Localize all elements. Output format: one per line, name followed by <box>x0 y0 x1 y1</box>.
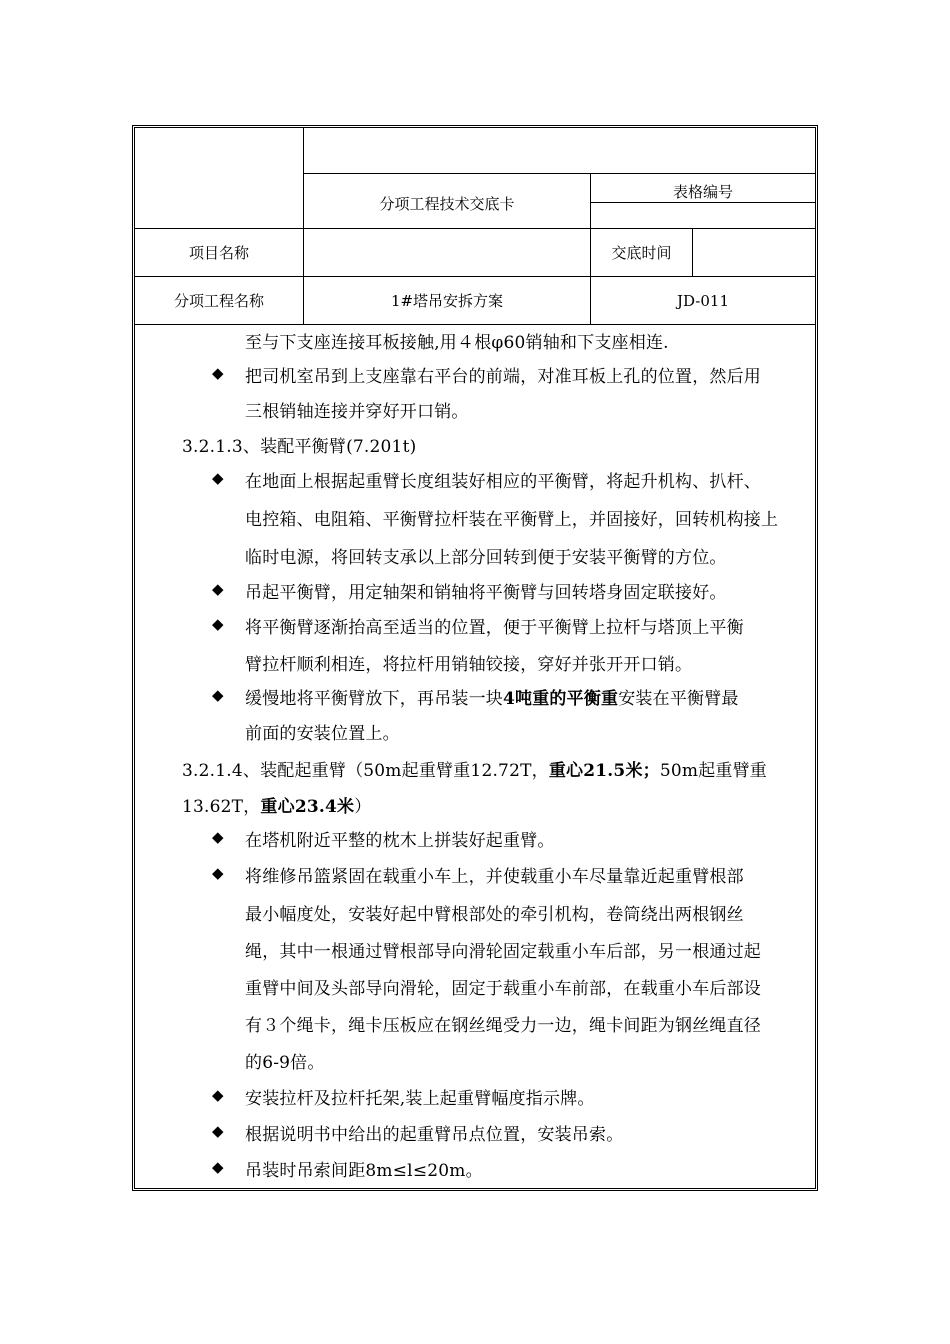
bullet-line: 在塔机附近平整的枕木上拼装好起重臂。 <box>245 831 555 851</box>
diamond-bullet-icon: ◆ <box>212 686 224 704</box>
section-heading <box>182 756 767 781</box>
diamond-bullet-icon: ◆ <box>212 469 224 487</box>
bullet-line: 绳，其中一根通过臂根部导向滑轮固定载重小车后部，另一根通过起 <box>245 942 761 962</box>
bold-text-run: 重心21.5米； <box>548 761 660 781</box>
bullet-line: 的6-9倍。 <box>245 1053 325 1073</box>
bullet-line: 将平衡臂逐渐抬高至适当的位置，便于平衡臂上拉杆与塔顶上平衡 <box>245 618 744 638</box>
bullet-line: 在地面上根据起重臂长度组装好相应的平衡臂，将起升机构、扒杆、 <box>245 472 761 492</box>
handover-time-label: 交底时间 <box>611 244 672 262</box>
grid-line <box>591 202 815 203</box>
paragraph-line: 至与下支座连接耳板接触,用４根φ60销轴和下支座相连. <box>245 333 669 353</box>
bullet-line: 把司机室吊到上支座靠右平台的前端，对准耳板上孔的位置，然后用 <box>245 367 761 387</box>
diamond-bullet-icon: ◆ <box>212 1122 224 1140</box>
section-heading <box>182 792 371 817</box>
subproject-name-value: 1#塔吊安拆方案 <box>390 292 504 310</box>
bullet-line: 临时电源，将回转支承以上部分回转到便于安装平衡臂的方位。 <box>245 548 727 568</box>
project-name-label: 项目名称 <box>188 244 249 262</box>
grid-line <box>135 228 815 229</box>
bold-text-run: 重心23.4米 <box>260 797 355 817</box>
diamond-bullet-icon: ◆ <box>212 864 224 882</box>
bullet-line: 电控箱、电阻箱、平衡臂拉杆装在平衡臂上，并固接好，回转机构接上 <box>245 510 779 530</box>
grid-line <box>135 276 815 277</box>
bullet-line: 安装拉杆及拉杆托架,装上起重臂幅度指示牌。 <box>245 1089 595 1109</box>
bullet-line: 最小幅度处，安装好起中臂根部处的牵引机构，卷筒绕出两根钢丝 <box>245 905 744 925</box>
diamond-bullet-icon: ◆ <box>212 615 224 633</box>
text-run: 3.2.1.4、装配起重臂（50m起重臂重12.72T， <box>182 761 549 781</box>
bullet-line <box>245 684 739 709</box>
bullet-line: 重臂中间及头部导向滑轮，固定于载重小车前部，在载重小车后部设 <box>245 979 761 999</box>
text-run: 13.62T， <box>182 797 261 817</box>
card-title: 分项工程技术交底卡 <box>379 195 515 213</box>
diamond-bullet-icon: ◆ <box>212 364 224 382</box>
diamond-bullet-icon: ◆ <box>212 1086 224 1104</box>
grid-line <box>304 173 815 174</box>
text-run: 缓慢地将平衡臂放下，再吊装一块 <box>245 689 503 709</box>
bullet-line: 三根销轴连接并穿好开口销。 <box>245 402 469 422</box>
grid-line <box>692 228 693 276</box>
text-run: ） <box>354 797 372 817</box>
diamond-bullet-icon: ◆ <box>212 1158 224 1176</box>
bullet-line: 吊起平衡臂，用定轴架和销轴将平衡臂与回转塔身固定联接好。 <box>245 583 727 603</box>
form-no-label: 表格编号 <box>672 183 733 201</box>
section-heading: 3.2.1.3、装配平衡臂(7.201t) <box>182 437 417 457</box>
text-run: 50m起重臂重 <box>659 761 768 781</box>
grid-line <box>135 324 815 325</box>
text-run: 安装在平衡臂最 <box>618 689 739 709</box>
subproject-name-label: 分项工程名称 <box>173 292 264 310</box>
diamond-bullet-icon: ◆ <box>212 828 224 846</box>
bullet-line: 吊装时吊索间距8m≤l≤20m。 <box>245 1161 483 1181</box>
doc-code: JD-011 <box>676 292 730 310</box>
bullet-line: 将维修吊篮紧固在载重小车上，并使载重小车尽量靠近起重臂根部 <box>245 867 744 887</box>
diamond-bullet-icon: ◆ <box>212 580 224 598</box>
bullet-line: 前面的安装位置上。 <box>245 724 400 744</box>
bold-text-run: 4吨重的平衡重 <box>503 689 619 709</box>
bullet-line: 臂拉杆顺利相连，将拉杆用销轴铰接，穿好并张开开口销。 <box>245 655 693 675</box>
bullet-line: 有３个绳卡，绳卡压板应在钢丝绳受力一边，绳卡间距为钢丝绳直径 <box>245 1016 761 1036</box>
bullet-line: 根据说明书中给出的起重臂吊点位置，安装吊索。 <box>245 1125 624 1145</box>
